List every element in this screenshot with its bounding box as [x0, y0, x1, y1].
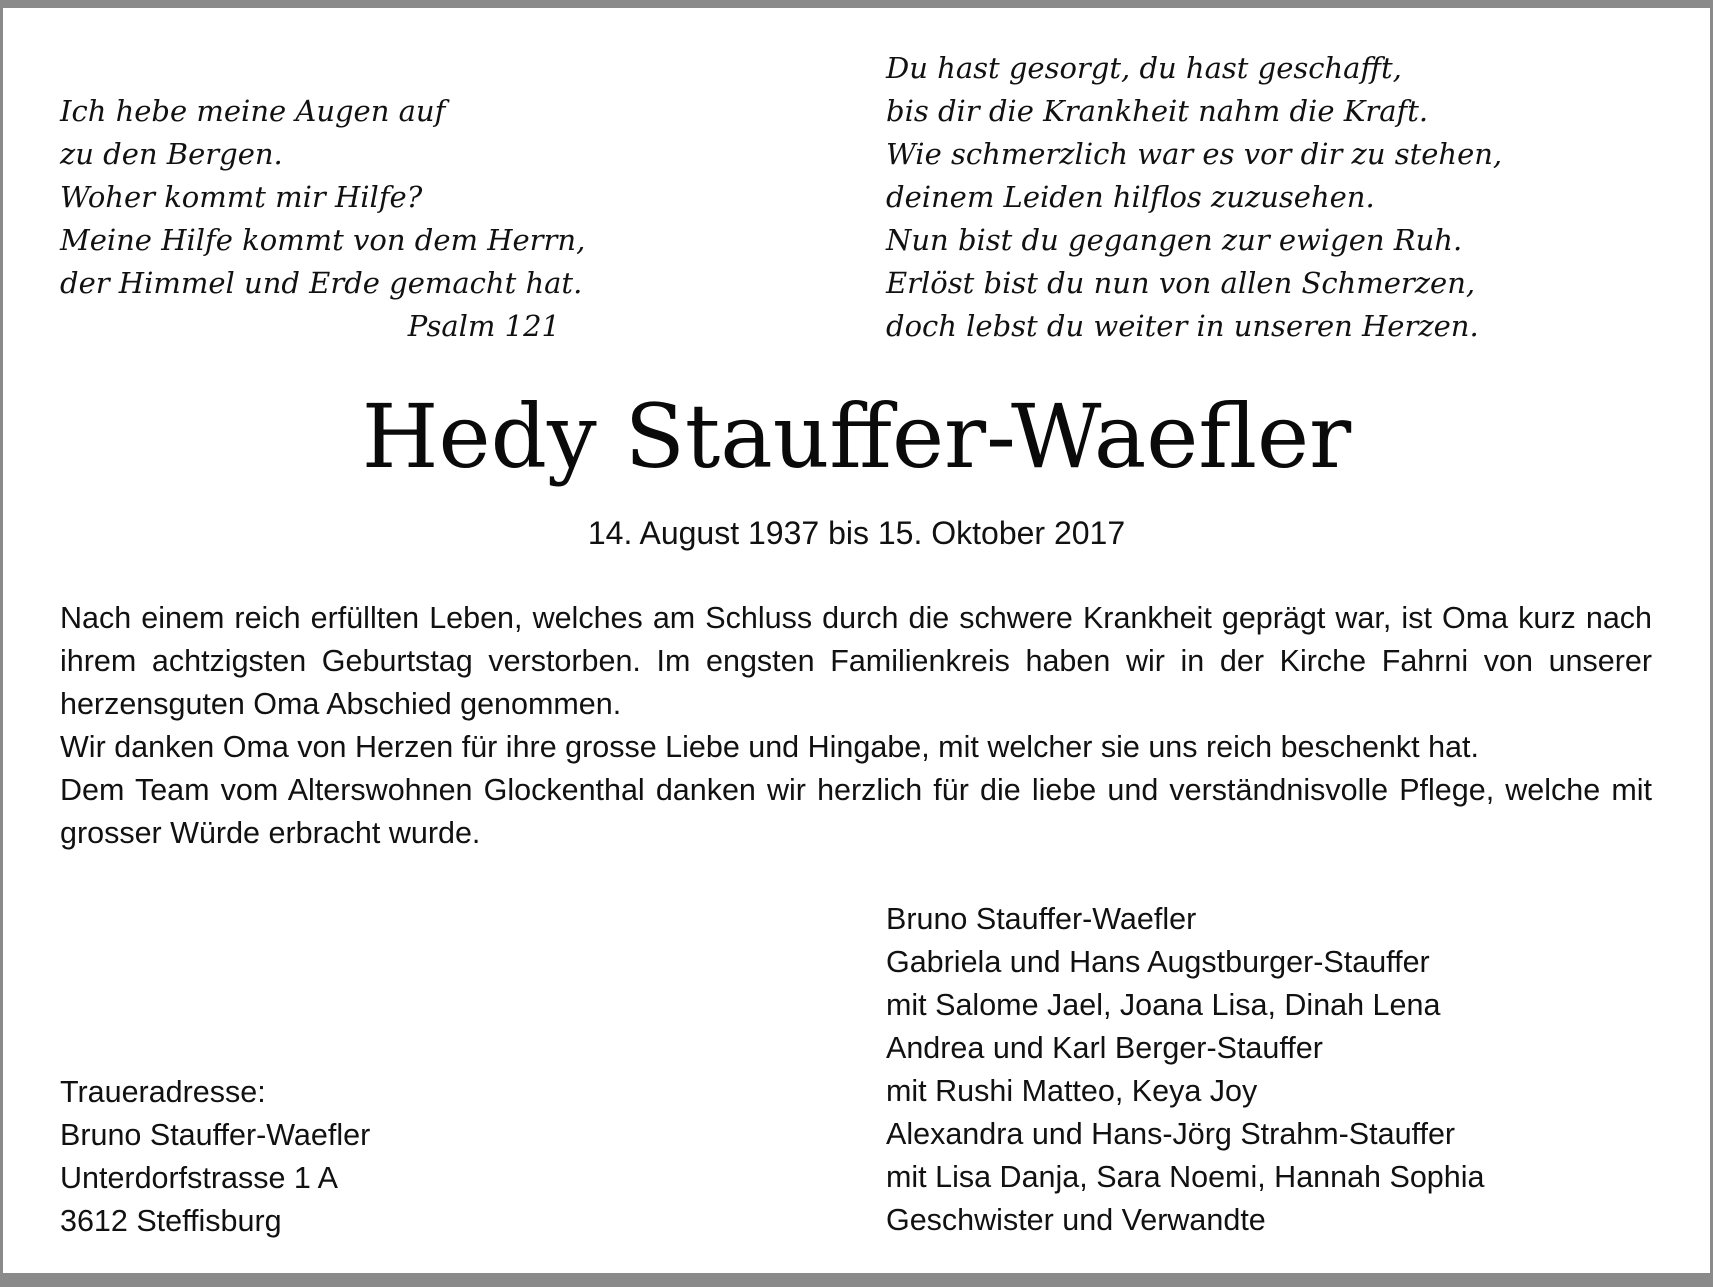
psalm-line: Ich hebe meine Augen auf — [60, 94, 446, 128]
mourner-line: Andrea und Karl Berger-Stauffer — [886, 1031, 1323, 1065]
address-line: 3612 Steffisburg — [60, 1204, 282, 1238]
life-dates: 14. August 1937 bis 15. Oktober 2017 — [587, 515, 1126, 551]
mourner-line: mit Rushi Matteo, Keya Joy — [886, 1074, 1258, 1108]
obituary-text — [60, 597, 1652, 855]
psalm-line: Woher kommt mir Hilfe? — [60, 180, 423, 214]
psalm-source: Psalm 121 — [407, 309, 560, 343]
poem-line: deinem Leiden hilflos zuzusehen. — [886, 180, 1375, 214]
poem-line: Du hast gesorgt, du hast geschafft, — [886, 51, 1402, 85]
poem-line: Nun bist du gegangen zur ewigen Ruh. — [886, 223, 1463, 257]
poem-line: Wie schmerzlich war es vor dir zu stehen, — [886, 137, 1503, 171]
obituary-paragraph: Wir danken Oma von Herzen für ihre grosse Liebe und Hingabe, mit welcher sie uns reich beschenkt hat. — [60, 730, 1479, 764]
address-line: Traueradresse: — [60, 1075, 266, 1109]
mourner-line: Alexandra und Hans-Jörg Strahm-Stauffer — [886, 1117, 1456, 1151]
poem-line: bis dir die Krankheit nahm die Kraft. — [886, 94, 1429, 128]
address-line: Unterdorfstrasse 1 A — [60, 1161, 339, 1195]
poem-line: Erlöst bist du nun von allen Schmerzen, — [886, 266, 1476, 300]
poem-line: doch lebst du weiter in unseren Herzen. — [886, 309, 1479, 343]
psalm-line: Meine Hilfe kommt von dem Herrn, — [60, 223, 586, 257]
address-line: Bruno Stauffer-Waefler — [60, 1118, 371, 1152]
mourner-line: mit Salome Jael, Joana Lisa, Dinah Lena — [886, 988, 1441, 1022]
deceased-name: Hedy Stauffer-Waefler — [361, 385, 1352, 488]
psalm-line: zu den Bergen. — [60, 137, 283, 171]
psalm-line: der Himmel und Erde gemacht hat. — [60, 266, 583, 300]
mourning-address — [60, 1071, 660, 1243]
psalm-verse — [60, 90, 586, 348]
mourners-list — [886, 898, 1666, 1242]
obituary-paragraph: Dem Team vom Alterswohnen Glockenthal danken wir herzlich für die liebe und verständnisvolle Pflege, welche mit grosser Würde erbracht wurde. — [60, 773, 1652, 850]
mourner-line: Gabriela und Hans Augstburger-Stauffer — [886, 945, 1430, 979]
mourner-line: Geschwister und Verwandte — [886, 1203, 1266, 1237]
mourner-line: mit Lisa Danja, Sara Noemi, Hannah Sophia — [886, 1160, 1485, 1194]
obituary-paragraph: Nach einem reich erfüllten Leben, welches am Schluss durch die schwere Krankheit geprägt war, ist Oma kurz nach ihrem achtzigsten Geburtstag verstorben. Im engsten Familienkreis haben wir in der Kirche Fahrni von unserer herzensguten Oma Abschied genommen. — [60, 601, 1652, 721]
mourner-line: Bruno Stauffer-Waefler — [886, 902, 1197, 936]
memorial-poem — [886, 47, 1586, 348]
